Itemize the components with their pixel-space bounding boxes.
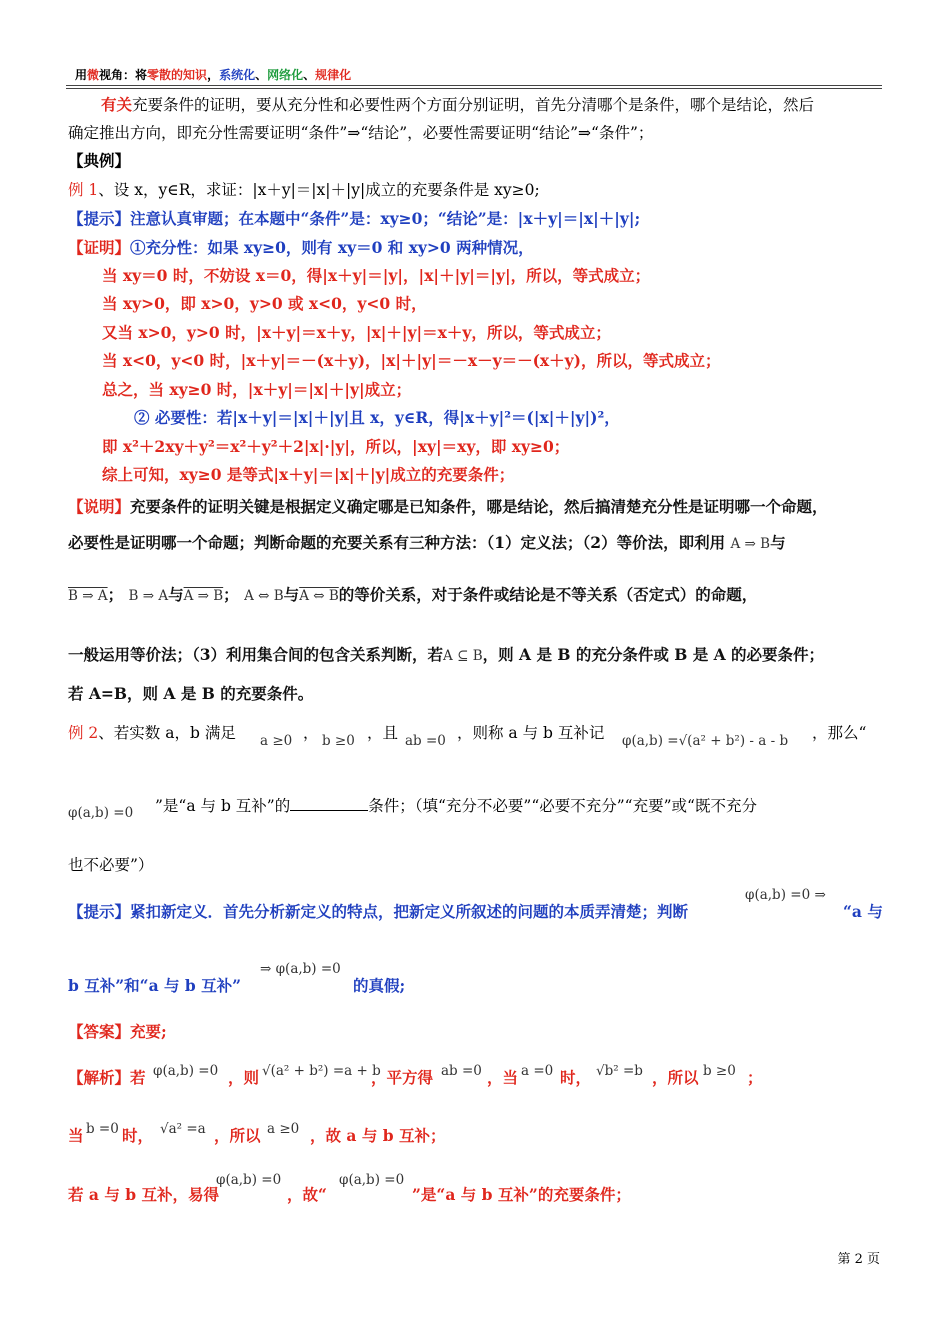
header-text-wei: 微: [87, 68, 100, 82]
proof-line: 总之，当 xy≥0 时，|x＋y|＝|x|＋|y|成立；: [102, 380, 412, 399]
example-2-text: ，且: [367, 724, 399, 742]
header-text-network: 网络化: [267, 68, 304, 82]
example-1: 例 1、设 x，y∈R，求证：|x＋y|＝|x|＋|y|成立的充要条件是 xy≥0;: [68, 181, 540, 199]
proof-line: 即 x²＋2xy＋y²＝x²＋y²＋2|x|·|y|，所以，|xy|＝xy，即 xy≥0；: [102, 437, 570, 456]
header-rule: [66, 85, 882, 86]
example-2-line-3: 也不必要”）: [68, 856, 154, 874]
formula-b-nonneg: b ≥0: [703, 1063, 736, 1079]
analysis-text: ，所以: [214, 1126, 261, 1145]
header-text: ，: [207, 68, 220, 82]
formula-b-zero: b =0: [86, 1121, 119, 1137]
proof-line: 又当 x>0，y>0 时，|x＋y|＝x＋y，|x|＋|y|＝x＋y，所以，等式成立；: [102, 323, 611, 342]
formula-negated-implication: B ⇒ A: [68, 588, 108, 604]
formula-subset: A ⊆ B: [443, 648, 483, 664]
formula-sqrt-a: √a² =a: [160, 1121, 206, 1137]
note-line-1: 【说明】充要条件的证明关键是根据定义确定哪是已知条件，哪是结论，然后搞清楚充分性是证明哪一个命题，: [68, 497, 828, 516]
analysis-text: 时，: [560, 1068, 592, 1087]
header-text: 、: [303, 68, 316, 82]
formula-sqrt-sum: √(a² + b²) =a + b: [262, 1063, 381, 1079]
formula-phi-zero: φ(a,b) =0: [68, 805, 134, 821]
proof-necessity: ② 必要性：若|x＋y|＝|x|＋|y|且 x，y∈R，得|x＋y|²＝(|x|＋|y|)²，: [134, 408, 620, 427]
formula-phi-zero: φ(a,b) =0: [153, 1063, 219, 1079]
analysis-text: ”是“a 与 b 互补”的充要条件；: [412, 1185, 631, 1204]
formula-a-zero: a =0: [521, 1063, 554, 1079]
note-line-2: 必要性是证明哪一个命题；判断命题的充要关系有三种方法：（1）定义法；（2）等价法，即利用 A ⇒ B与: [68, 533, 786, 552]
analysis-text: ，平方得: [371, 1068, 434, 1087]
section-heading: 【典例】: [68, 151, 131, 170]
note-line-4: 一般运用等价法；（3）利用集合间的包含关系判断，若A ⊆ B，则 A 是 B 的充分条件或 B 是 A 的必要条件；: [68, 645, 825, 664]
analysis-text: ，故 a 与 b 互补；: [310, 1126, 446, 1145]
proof-conclusion: 综上可知，xy≥0 是等式|x＋y|＝|x|＋|y|成立的充要条件；: [102, 465, 515, 484]
example-2-hint-1: 【提示】紧扣新定义．首先分析新定义的特点，把新定义所叙述的问题的本质弄清楚；判断: [68, 902, 689, 921]
header-text: 视角：将: [99, 68, 148, 82]
formula-implies-phi: ⇒ φ(a,b) =0: [260, 961, 341, 977]
formula-phi-implies: φ(a,b) =0 ⇒: [745, 887, 826, 903]
analysis-line-3: 若 a 与 b 互补，易得: [68, 1185, 219, 1204]
example-2-line-1: 例 2、若实数 a，b 满足: [68, 724, 236, 742]
formula-implication: A ⇒ B: [730, 536, 771, 552]
analysis-line-2: 当: [68, 1126, 84, 1145]
header-text-system: 系统化: [219, 68, 256, 82]
formula-equivalence: A ⇔ B: [244, 588, 284, 604]
answer-blank[interactable]: [290, 796, 368, 811]
example-2-text: ，那么“: [812, 724, 867, 742]
example-1-proof: 【证明】①充分性：如果 xy≥0，则有 xy＝0 和 xy>0 两种情况，: [68, 238, 534, 257]
analysis-text: ，故“: [287, 1185, 327, 1204]
formula-implication: B ⇒ A: [128, 588, 169, 604]
analysis-text: ；: [747, 1068, 763, 1087]
example-2-hint-2: b 互补”和“a 与 b 互补”: [68, 976, 242, 995]
header-text: 用: [75, 68, 88, 82]
analysis-line-1: 【解析】若: [68, 1068, 146, 1087]
proof-line: 当 xy>0，即 x>0，y>0 或 x<0，y<0 时，: [102, 294, 427, 313]
example-2-text: ，则称 a 与 b 互补记: [457, 724, 605, 742]
page-number: 第 2 页: [837, 1252, 880, 1267]
example-1-hint: 【提示】注意认真审题；在本题中“条件”是：xy≥0；“结论”是：|x＋y|＝|x|＋|y|;: [68, 209, 641, 228]
example-2-hint-3: 的真假;: [353, 976, 406, 995]
note-line-3: B ⇒ A； B ⇒ A与A ⇒ B； A ⇔ B与A ⇔ B的等价关系，对于条件或结论是不等关系（否定式）的命题，: [68, 585, 758, 604]
formula-phi-zero: φ(a,b) =0: [216, 1172, 282, 1188]
formula-sqrt-b: √b² =b: [596, 1063, 643, 1079]
formula-a-nonneg: a ≥0: [260, 733, 293, 749]
example-2-line-2: ”是“a 与 b 互补”的 条件；（填“充分不必要”“必要不充分”“充要”或“既不充分: [155, 797, 757, 815]
formula-phi-definition: φ(a,b) =√(a² + b²) - a - b: [622, 733, 789, 749]
formula-a-nonneg: a ≥0: [267, 1121, 300, 1137]
intro-line-2: 确定推出方向，即充分性需要证明“条件”⇒“结论”，必要性需要证明“结论”⇒“条件”；: [68, 124, 654, 142]
formula-ab-zero: ab =0: [405, 733, 446, 749]
header-text-knowledge: 零散的知识: [147, 68, 208, 82]
proof-line: 当 xy＝0 时，不妨设 x＝0，得|x＋y|＝|y|，|x|＋|y|＝|y|，所以，等式成立；: [102, 266, 651, 285]
analysis-text: ，所以: [652, 1068, 699, 1087]
header-text-rule: 规律化: [315, 68, 352, 82]
formula-phi-zero: φ(a,b) =0: [339, 1172, 405, 1188]
page-header: [75, 66, 351, 83]
analysis-text: 时，: [122, 1126, 154, 1145]
formula-ab-zero: ab =0: [441, 1063, 482, 1079]
header-rule-thin: [66, 88, 882, 89]
analysis-text: ，则: [228, 1068, 260, 1087]
header-text: 、: [255, 68, 268, 82]
formula-b-nonneg: b ≥0: [322, 733, 355, 749]
formula-negated-implication: A ⇒ B: [183, 588, 224, 604]
example-2-answer: 【答案】充要;: [68, 1022, 167, 1041]
proof-line: 当 x<0，y<0 时，|x＋y|＝－(x＋y)，|x|＋|y|＝－x－y＝－(x＋y)，所以，等式成立；: [102, 351, 721, 370]
example-2-text: ，: [303, 724, 319, 742]
note-line-5: 若 A=B，则 A 是 B 的充要条件。: [68, 684, 314, 703]
formula-negated-equivalence: A ⇔ B: [299, 588, 339, 604]
analysis-text: ，当: [487, 1068, 519, 1087]
intro-line-1: 有关充要条件的证明，要从充分性和必要性两个方面分别证明，首先分清哪个是条件，哪个是结论，然后: [101, 95, 815, 114]
example-2-hint-tail: “a 与: [843, 902, 883, 921]
